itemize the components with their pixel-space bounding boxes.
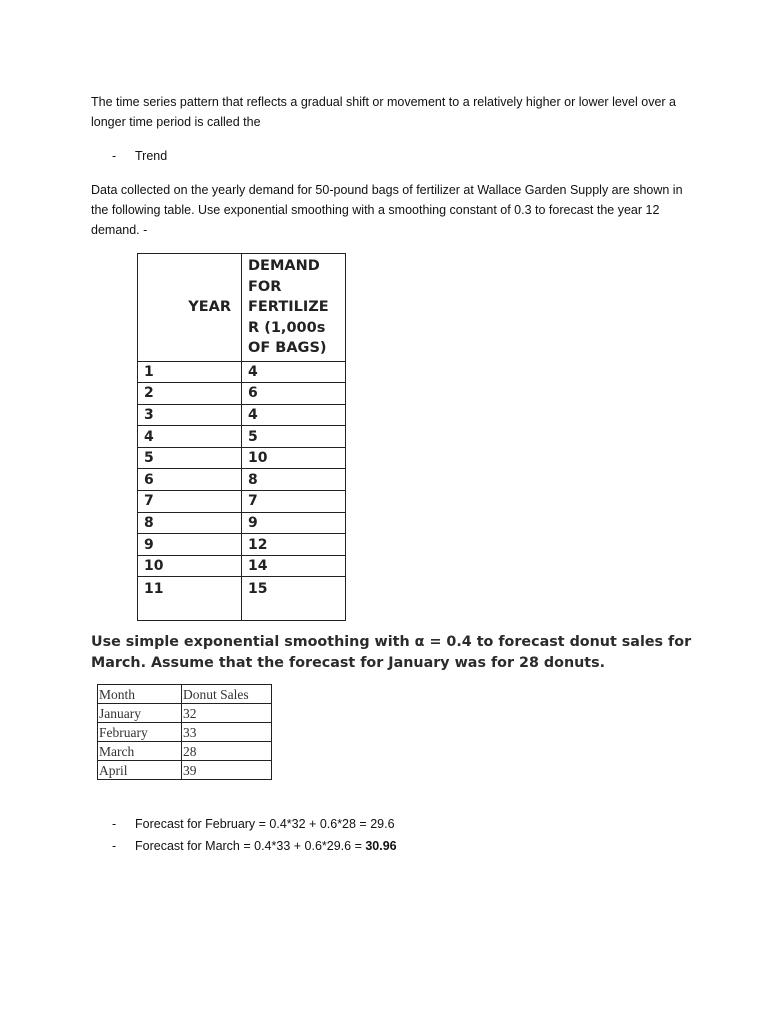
forecast-march-line xyxy=(135,837,397,855)
table-row xyxy=(98,761,272,780)
year-cell: 4 xyxy=(138,426,242,448)
table-row xyxy=(138,426,346,448)
year-cell: 5 xyxy=(138,447,242,469)
table-row xyxy=(138,491,346,513)
demand-cell: 9 xyxy=(242,512,346,534)
year-cell: 8 xyxy=(138,512,242,534)
bullet-dash: - xyxy=(112,839,117,853)
donut-sales-table xyxy=(97,684,272,780)
year-cell: 6 xyxy=(138,469,242,491)
month-cell: February xyxy=(98,723,182,742)
month-cell: March xyxy=(98,742,182,761)
table-header-row xyxy=(138,254,346,362)
question-3-heading: Use simple exponential smoothing with α = 0.4 to forecast donut sales for March. Assume that the forecast for January was for 28 donuts. xyxy=(91,634,692,671)
demand-cell: 15 xyxy=(242,577,346,621)
table-row xyxy=(138,383,346,405)
question-1-text: The time series pattern that reflects a gradual shift or movement to a relatively higher or lower level over a longer time period is called the xyxy=(91,95,676,129)
year-cell: 9 xyxy=(138,534,242,556)
forecast-march-result: 30.96 xyxy=(365,839,397,853)
year-cell: 1 xyxy=(138,361,242,383)
demand-cell: 14 xyxy=(242,555,346,577)
month-cell: January xyxy=(98,704,182,723)
sales-cell: 39 xyxy=(182,761,272,780)
demand-cell: 10 xyxy=(242,447,346,469)
demand-cell: 8 xyxy=(242,469,346,491)
year-cell: 11 xyxy=(138,577,242,621)
table-row xyxy=(138,404,346,426)
sales-cell: 28 xyxy=(182,742,272,761)
forecast-february-text: Forecast for February = 0.4*32 + 0.6*28 = 29.6 xyxy=(135,817,395,831)
demand-cell: 5 xyxy=(242,426,346,448)
table-row xyxy=(138,555,346,577)
table-row xyxy=(138,577,346,621)
demand-cell: 4 xyxy=(242,404,346,426)
fertilizer-demand-table xyxy=(137,253,346,621)
year-cell: 2 xyxy=(138,383,242,405)
table-row xyxy=(138,447,346,469)
table-row xyxy=(98,742,272,761)
month-cell: April xyxy=(98,761,182,780)
sales-cell: 33 xyxy=(182,723,272,742)
sales-cell: 32 xyxy=(182,704,272,723)
demand-cell: 12 xyxy=(242,534,346,556)
demand-cell: 6 xyxy=(242,383,346,405)
header-demand: DEMAND FOR FERTILIZE R (1,000s OF BAGS) xyxy=(242,254,346,362)
table-row xyxy=(138,361,346,383)
table-row xyxy=(138,534,346,556)
question-2-text: Data collected on the yearly demand for 50-pound bags of fertilizer at Wallace Garden Supply are shown in the following table. Use exponential smoothing with a smoothing constant of 0.3 to forecast the year 12 demand. - xyxy=(91,183,683,237)
bullet-dash: - xyxy=(112,817,117,831)
table-row xyxy=(138,469,346,491)
bullet-dash: - xyxy=(112,149,117,163)
year-cell: 10 xyxy=(138,555,242,577)
demand-cell: 4 xyxy=(242,361,346,383)
year-cell: 7 xyxy=(138,491,242,513)
table-header-row xyxy=(98,685,272,704)
table-row xyxy=(98,723,272,742)
demand-cell: 7 xyxy=(242,491,346,513)
header-month: Month xyxy=(98,685,182,704)
header-donut-sales: Donut Sales xyxy=(182,685,272,704)
forecast-march-text: Forecast for March = 0.4*33 + 0.6*29.6 = xyxy=(135,839,366,853)
table-row xyxy=(138,512,346,534)
answer-1-text: Trend xyxy=(135,149,168,163)
table-row xyxy=(98,704,272,723)
header-year: YEAR xyxy=(138,254,242,362)
year-cell: 3 xyxy=(138,404,242,426)
